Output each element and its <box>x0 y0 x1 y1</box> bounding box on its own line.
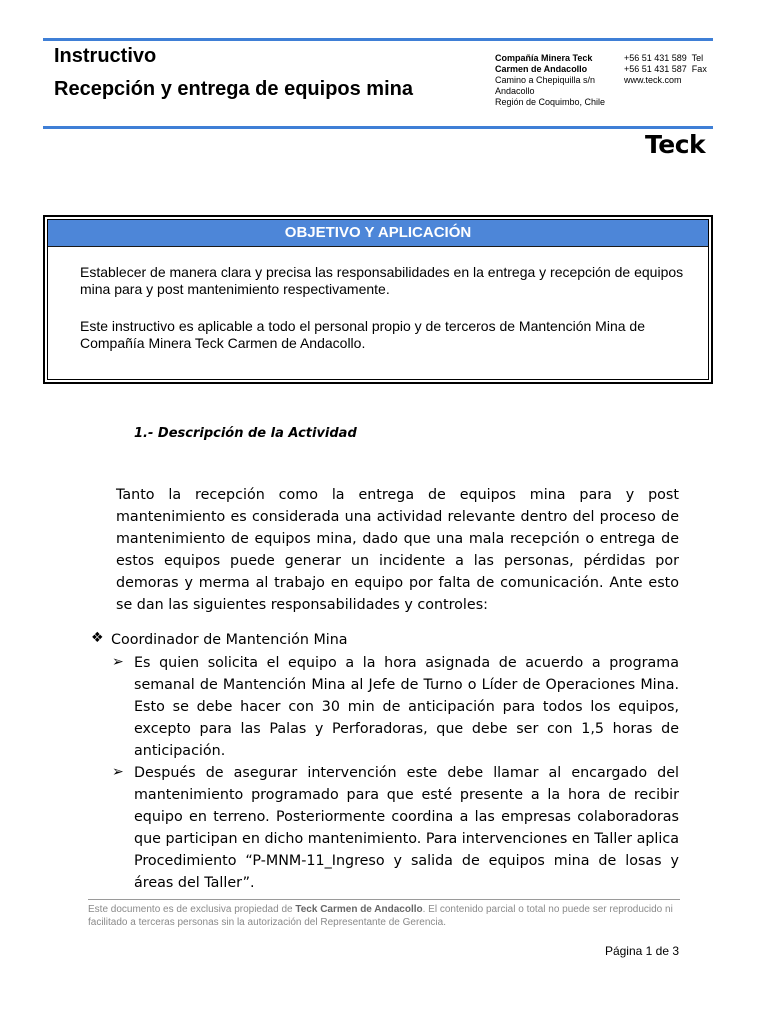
list-item-text: Es quien solicita el equipo a la hora asignada de acuerdo a programa semanal de Mantención Mina al Jefe de Turno o Líder de Operaciones Mina. Esto se debe hacer con 30 min de anticipación para todos los equipos, excepto para las Palas y Perforadoras, que debe ser con 1,5 horas de anticipación. <box>134 655 679 759</box>
company-address-3: Región de Coquimbo, Chile <box>495 97 606 107</box>
footer-notice <box>88 903 682 929</box>
footer-notice-pre: Este documento es de exclusiva propiedad de <box>88 904 296 915</box>
footer-rule <box>88 899 680 900</box>
page-number: Página 1 de 3 <box>604 944 679 958</box>
company-name-1: Compañía Minera Teck <box>495 53 593 63</box>
diamond-bullet-icon: ❖ <box>91 630 104 646</box>
arrow-bullet-icon: ➢ <box>112 654 124 670</box>
footer-company-name: Teck Carmen de Andacollo <box>295 904 423 915</box>
objective-paragraph-2: Este instructivo es aplicable a todo el personal propio y de terceros de Mantención Mina de Compañía Minera Teck Carmen de Andacollo. <box>80 318 645 351</box>
company-address-2: Andacollo <box>495 86 535 96</box>
section-title: 1.- Descripción de la Actividad <box>134 426 357 441</box>
header-bottom-rule <box>43 126 713 129</box>
company-name-2: Carmen de Andacollo <box>495 64 588 74</box>
company-tel: +56 51 431 589 Tel <box>624 53 704 63</box>
objective-paragraph-1: Establecer de manera clara y precisa las responsabilidades en la entrega y recepción de equipos mina para y post mantenimiento respectivamente. <box>80 264 684 297</box>
doc-title: Recepción y entrega de equipos mina <box>54 78 413 100</box>
company-web[interactable]: www.teck.com <box>624 75 682 85</box>
header-top-rule <box>43 38 713 41</box>
company-address-1: Camino a Chepiquilla s/n <box>495 75 596 85</box>
company-info <box>495 53 620 108</box>
teck-logo: Teck <box>645 130 706 159</box>
role-bullet <box>91 629 691 651</box>
list-item-text: Después de asegurar intervención este debe llamar al encargado del mantenimiento programado para que esté presente a la hora de recibir equipo en terreno. Posteriormente coordina a las empresas colaboradoras que participan en dicho mantenimiento. Para intervenciones en Taller aplica Procedimiento “P-MNM-11_Ingreso y salida de equipos mina de losas y áreas del Taller”. <box>134 765 679 891</box>
footer-notice-post: . El contenido parcial o total no puede ser reproducido ni facilitado a terceras personas sin la autorización del Representante de Gerencia. <box>88 904 673 928</box>
doc-type: Instructivo <box>54 45 157 67</box>
role-label: Coordinador de Mantención Mina <box>111 632 348 648</box>
arrow-bullet-icon: ➢ <box>112 764 124 780</box>
objective-box <box>43 215 713 384</box>
company-contact <box>624 53 724 86</box>
section-intro: Tanto la recepción como la entrega de equipos mina para y post mantenimiento es considerada una actividad relevante dentro del proceso de mantenimiento de equipos mina, dado que una mala recepción o entrega de estos equipos puede generar un incidente a las personas, pérdidas por demoras y merma al trabajo en equipo por falta de comunicación. Ante esto se dan las siguientes responsabilidades y controles: <box>116 487 679 613</box>
company-fax: +56 51 431 587 Fax <box>624 64 707 74</box>
objective-box-inner <box>47 219 709 380</box>
objective-heading: OBJETIVO Y APLICACIÓN <box>48 220 708 247</box>
